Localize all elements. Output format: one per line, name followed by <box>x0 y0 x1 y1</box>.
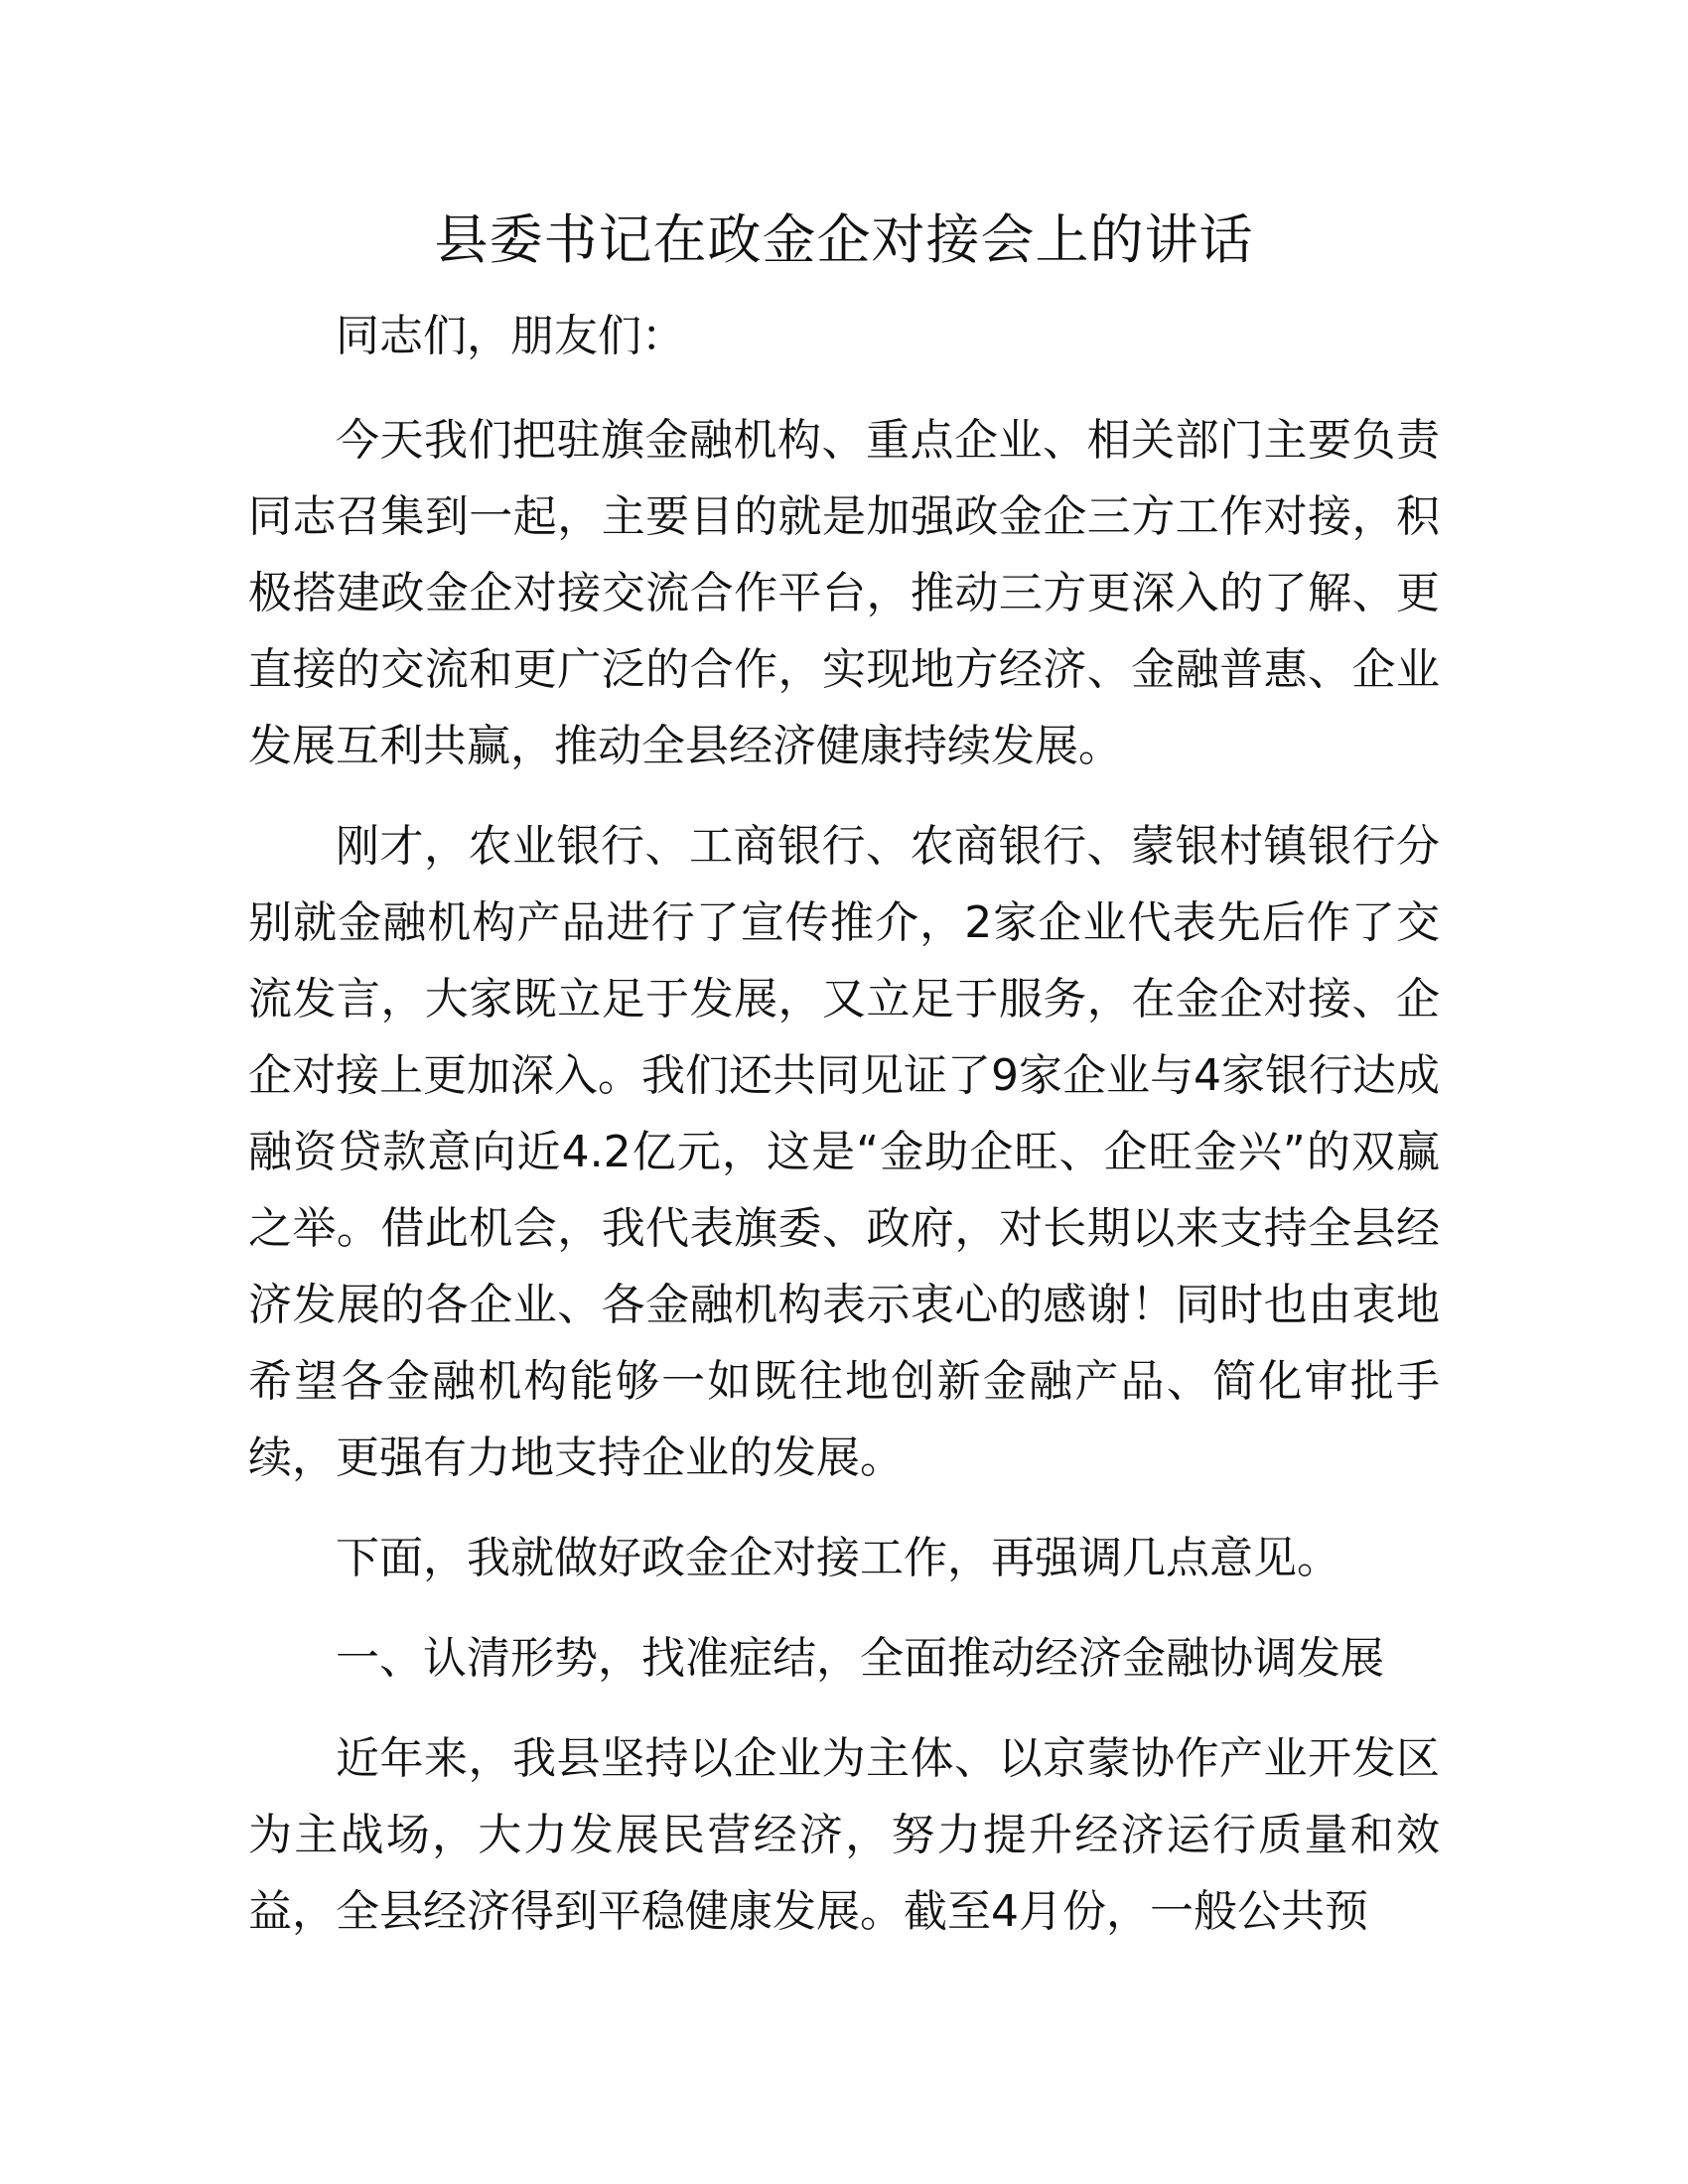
document-title: 县委书记在政金企对接会上的讲话 <box>434 208 1254 271</box>
paragraph-3: 下面，我就做好政金企对接工作，再强调几点意见。 <box>336 1533 1340 1583</box>
section-heading-1: 一、认清形势，找准症结，全面推动经济金融协调发展 <box>336 1633 1384 1684</box>
paragraph-1: 今天我们把驻旗金融机构、重点企业、相关部门主要负责同志召集到一起，主要目的就是加强政金企三方工作对接，积极搭建政金企对接交流合作平台，推动三方更深入的了解、更直接的交流和更广泛的合作，实现地方经济、金融普惠、企业发展互利共赢，推动全县经济健康持续发展。 <box>248 415 1440 771</box>
greeting: 同志们，朋友们： <box>336 311 685 361</box>
paragraph-2: 刚才，农业银行、工商银行、农商银行、蒙银村镇银行分别就金融机构产品进行了宣传推介，2家企业代表先后作了交流发言，大家既立足于发展，又立足于服务，在金企对接、企企对接上更加深入。我们还共同见证了9家企业与4家银行达成融资贷款意向近4.2亿元，这是“金助企旺、企旺金兴”的双赢之举。借此机会，我代表旗委、政府，对长期以来支持全县经济发展的各企业、各金融机构表示衷心的感谢！同时也由衷地希望各金融机构能够一如既往地创新金融产品、简化审批手续，更强有力地支持企业的发展。 <box>248 821 1440 1483</box>
paragraph-4: 近年来，我县坚持以企业为主体、以京蒙协作产业开发区为主战场，大力发展民营经济，努力提升经济运行质量和效益，全县经济得到平稳健康发展。截至4月份，一般公共预 <box>248 1733 1440 1937</box>
document-body <box>248 298 1440 1974</box>
